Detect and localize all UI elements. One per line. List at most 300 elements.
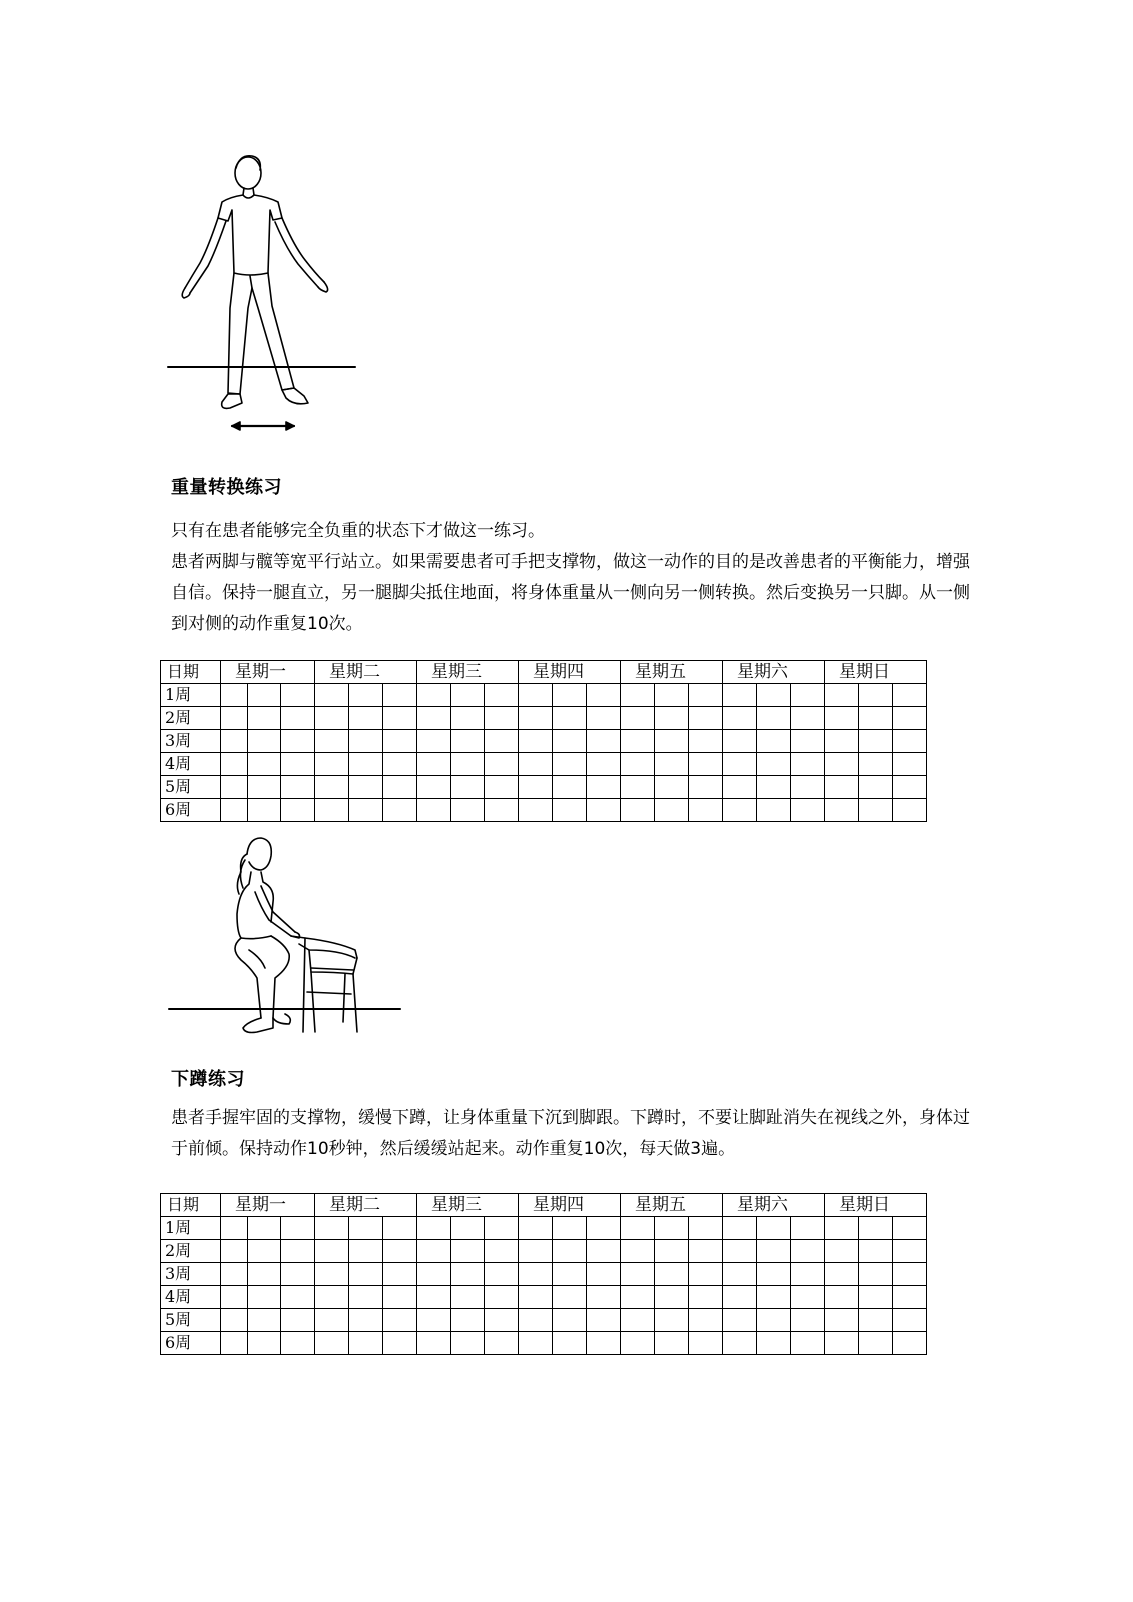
log-cell[interactable] [553, 776, 587, 799]
log-cell[interactable] [315, 799, 349, 822]
log-cell[interactable] [383, 1263, 417, 1286]
log-cell[interactable] [221, 730, 248, 753]
log-cell[interactable] [791, 1263, 825, 1286]
log-cell[interactable] [383, 753, 417, 776]
log-cell[interactable] [587, 1286, 621, 1309]
log-cell[interactable] [485, 684, 519, 707]
log-cell[interactable] [723, 753, 757, 776]
log-cell[interactable] [281, 1286, 315, 1309]
log-cell[interactable] [281, 1309, 315, 1332]
log-cell[interactable] [791, 730, 825, 753]
log-cell[interactable] [791, 776, 825, 799]
log-cell[interactable] [893, 730, 927, 753]
log-cell[interactable] [315, 1309, 349, 1332]
log-cell[interactable] [221, 1309, 248, 1332]
log-cell[interactable] [519, 1217, 553, 1240]
log-cell[interactable] [621, 1240, 655, 1263]
standing-weight-shift-figure-icon [160, 148, 370, 438]
log-cell[interactable] [281, 776, 315, 799]
log-cell[interactable] [893, 1332, 927, 1355]
log-cell[interactable] [221, 753, 248, 776]
log-cell[interactable] [859, 776, 893, 799]
log-cell[interactable] [221, 1332, 248, 1355]
log-cell[interactable] [587, 799, 621, 822]
log-cell[interactable] [655, 1332, 689, 1355]
log-cell[interactable] [893, 707, 927, 730]
log-cell[interactable] [825, 1309, 859, 1332]
log-cell[interactable] [417, 730, 451, 753]
log-cell[interactable] [485, 753, 519, 776]
log-cell[interactable] [757, 1332, 791, 1355]
log-cell[interactable] [587, 753, 621, 776]
log-cell[interactable] [689, 799, 723, 822]
log-cell[interactable] [723, 776, 757, 799]
log-cell[interactable] [221, 684, 248, 707]
week-label: 4周 [161, 1286, 221, 1309]
log-cell[interactable] [621, 730, 655, 753]
week-label: 2周 [161, 707, 221, 730]
day-header-friday: 星期五 [621, 1194, 723, 1217]
log-cell[interactable] [248, 1240, 281, 1263]
log-cell[interactable] [315, 1217, 349, 1240]
log-cell[interactable] [723, 684, 757, 707]
log-cell[interactable] [383, 1332, 417, 1355]
log-cell[interactable] [825, 1332, 859, 1355]
log-cell[interactable] [757, 1309, 791, 1332]
log-cell[interactable] [791, 1240, 825, 1263]
log-cell[interactable] [451, 1217, 485, 1240]
log-cell[interactable] [315, 730, 349, 753]
log-cell[interactable] [893, 1240, 927, 1263]
log-cell[interactable] [791, 1309, 825, 1332]
log-cell[interactable] [723, 707, 757, 730]
log-cell[interactable] [757, 799, 791, 822]
log-cell[interactable] [417, 753, 451, 776]
week-label: 1周 [161, 1217, 221, 1240]
log-cell[interactable] [248, 684, 281, 707]
log-cell[interactable] [485, 1332, 519, 1355]
week-label: 6周 [161, 1332, 221, 1355]
log-cell[interactable] [859, 1332, 893, 1355]
log-cell[interactable] [383, 684, 417, 707]
log-cell[interactable] [587, 684, 621, 707]
log-cell[interactable] [248, 753, 281, 776]
log-cell[interactable] [893, 1309, 927, 1332]
log-cell[interactable] [221, 776, 248, 799]
log-cell[interactable] [893, 776, 927, 799]
log-cell[interactable] [485, 730, 519, 753]
table-row [161, 1217, 927, 1240]
exercise-2-description [171, 1103, 971, 1165]
log-cell[interactable] [859, 753, 893, 776]
log-cell[interactable] [451, 1332, 485, 1355]
log-cell[interactable] [553, 1332, 587, 1355]
exercise-1-paragraph-2: 患者两脚与髋等宽平行站立。如果需要患者可手把支撑物，做这一动作的目的是改善患者的平衡能力，增强自信。保持一腿直立，另一腿脚尖抵住地面，将身体重量从一侧向另一侧转换。然后变换另一只脚。从一侧到对侧的动作重复10次。 [171, 552, 970, 634]
table-row [161, 1286, 927, 1309]
log-cell[interactable] [349, 1332, 383, 1355]
log-cell[interactable] [383, 730, 417, 753]
log-cell[interactable] [281, 1240, 315, 1263]
log-cell[interactable] [519, 1332, 553, 1355]
log-cell[interactable] [519, 707, 553, 730]
log-cell[interactable] [689, 684, 723, 707]
log-cell[interactable] [451, 753, 485, 776]
log-cell[interactable] [281, 730, 315, 753]
log-cell[interactable] [825, 684, 859, 707]
squat-with-chair-figure [165, 832, 405, 1047]
day-header-sunday: 星期日 [825, 661, 927, 684]
log-cell[interactable] [655, 1286, 689, 1309]
log-cell[interactable] [621, 707, 655, 730]
log-cell[interactable] [689, 1263, 723, 1286]
log-cell[interactable] [248, 707, 281, 730]
log-cell[interactable] [451, 1263, 485, 1286]
log-cell[interactable] [893, 1217, 927, 1240]
log-cell[interactable] [621, 684, 655, 707]
log-cell[interactable] [553, 799, 587, 822]
log-cell[interactable] [655, 753, 689, 776]
log-cell[interactable] [587, 1332, 621, 1355]
log-cell[interactable] [723, 1332, 757, 1355]
log-cell[interactable] [757, 1286, 791, 1309]
log-cell[interactable] [221, 1240, 248, 1263]
log-cell[interactable] [587, 1263, 621, 1286]
log-cell[interactable] [349, 1286, 383, 1309]
log-cell[interactable] [757, 776, 791, 799]
standing-weight-shift-figure [160, 148, 370, 438]
log-cell[interactable] [519, 799, 553, 822]
log-cell[interactable] [859, 730, 893, 753]
log-cell[interactable] [281, 684, 315, 707]
day-header-monday: 星期一 [221, 661, 315, 684]
log-cell[interactable] [757, 707, 791, 730]
log-cell[interactable] [451, 1240, 485, 1263]
log-cell[interactable] [825, 776, 859, 799]
log-cell[interactable] [315, 776, 349, 799]
log-cell[interactable] [349, 707, 383, 730]
log-cell[interactable] [621, 1286, 655, 1309]
log-cell[interactable] [689, 730, 723, 753]
log-cell[interactable] [221, 799, 248, 822]
log-cell[interactable] [655, 1240, 689, 1263]
table-header-row [161, 661, 927, 684]
log-cell[interactable] [825, 753, 859, 776]
log-cell[interactable] [451, 1309, 485, 1332]
log-cell[interactable] [587, 776, 621, 799]
log-cell[interactable] [655, 684, 689, 707]
log-cell[interactable] [655, 1263, 689, 1286]
log-cell[interactable] [417, 799, 451, 822]
log-cell[interactable] [689, 776, 723, 799]
log-cell[interactable] [553, 1240, 587, 1263]
day-header-monday: 星期一 [221, 1194, 315, 1217]
log-cell[interactable] [791, 1217, 825, 1240]
week-label: 5周 [161, 776, 221, 799]
log-cell[interactable] [621, 1263, 655, 1286]
log-cell[interactable] [248, 1332, 281, 1355]
log-cell[interactable] [485, 1309, 519, 1332]
log-cell[interactable] [655, 707, 689, 730]
log-cell[interactable] [315, 1286, 349, 1309]
day-header-sunday: 星期日 [825, 1194, 927, 1217]
day-header-tuesday: 星期二 [315, 661, 417, 684]
log-cell[interactable] [553, 1263, 587, 1286]
log-cell[interactable] [791, 1286, 825, 1309]
log-cell[interactable] [519, 776, 553, 799]
log-cell[interactable] [859, 1240, 893, 1263]
log-cell[interactable] [689, 1332, 723, 1355]
log-cell[interactable] [281, 753, 315, 776]
week-label: 1周 [161, 684, 221, 707]
exercise-1-description [171, 516, 971, 640]
log-cell[interactable] [825, 1217, 859, 1240]
squat-with-chair-figure-icon [165, 832, 405, 1047]
table-row [161, 1263, 927, 1286]
log-cell[interactable] [723, 1263, 757, 1286]
week-label: 2周 [161, 1240, 221, 1263]
log-cell[interactable] [689, 1240, 723, 1263]
log-cell[interactable] [689, 1217, 723, 1240]
log-cell[interactable] [519, 1240, 553, 1263]
week-label: 3周 [161, 730, 221, 753]
log-cell[interactable] [723, 799, 757, 822]
log-cell[interactable] [553, 1286, 587, 1309]
log-cell[interactable] [417, 1263, 451, 1286]
log-cell[interactable] [248, 1217, 281, 1240]
log-cell[interactable] [349, 799, 383, 822]
log-cell[interactable] [757, 1240, 791, 1263]
log-cell[interactable] [757, 753, 791, 776]
log-cell[interactable] [519, 1309, 553, 1332]
log-cell[interactable] [248, 799, 281, 822]
log-cell[interactable] [621, 1309, 655, 1332]
log-cell[interactable] [587, 1240, 621, 1263]
log-cell[interactable] [451, 730, 485, 753]
log-cell[interactable] [383, 799, 417, 822]
log-cell[interactable] [859, 1217, 893, 1240]
log-cell[interactable] [451, 799, 485, 822]
log-cell[interactable] [621, 776, 655, 799]
log-cell[interactable] [621, 1332, 655, 1355]
log-cell[interactable] [485, 1286, 519, 1309]
log-cell[interactable] [655, 1309, 689, 1332]
log-cell[interactable] [723, 730, 757, 753]
log-cell[interactable] [859, 684, 893, 707]
log-cell[interactable] [791, 753, 825, 776]
log-cell[interactable] [621, 753, 655, 776]
log-cell[interactable] [621, 799, 655, 822]
table-row [161, 1332, 927, 1355]
log-cell[interactable] [248, 1309, 281, 1332]
log-cell[interactable] [349, 776, 383, 799]
log-cell[interactable] [621, 1217, 655, 1240]
log-cell[interactable] [417, 1332, 451, 1355]
log-cell[interactable] [553, 730, 587, 753]
log-cell[interactable] [451, 1286, 485, 1309]
log-cell[interactable] [451, 776, 485, 799]
log-cell[interactable] [248, 1286, 281, 1309]
log-cell[interactable] [451, 684, 485, 707]
log-cell[interactable] [859, 1263, 893, 1286]
day-header-wednesday: 星期三 [417, 1194, 519, 1217]
log-cell[interactable] [417, 1240, 451, 1263]
exercise-2-log-table [160, 1193, 927, 1355]
log-cell[interactable] [315, 753, 349, 776]
log-cell[interactable] [248, 1263, 281, 1286]
log-cell[interactable] [519, 730, 553, 753]
log-cell[interactable] [221, 707, 248, 730]
log-cell[interactable] [723, 1217, 757, 1240]
log-cell[interactable] [221, 1217, 248, 1240]
log-cell[interactable] [315, 1332, 349, 1355]
log-cell[interactable] [383, 707, 417, 730]
week-label: 3周 [161, 1263, 221, 1286]
log-cell[interactable] [825, 799, 859, 822]
log-cell[interactable] [825, 1240, 859, 1263]
log-cell[interactable] [587, 730, 621, 753]
day-header-wednesday: 星期三 [417, 661, 519, 684]
table-header-row [161, 1194, 927, 1217]
log-cell[interactable] [221, 1286, 248, 1309]
log-cell[interactable] [791, 707, 825, 730]
log-cell[interactable] [723, 1309, 757, 1332]
log-cell[interactable] [757, 684, 791, 707]
log-cell[interactable] [893, 684, 927, 707]
log-cell[interactable] [485, 1240, 519, 1263]
log-cell[interactable] [349, 753, 383, 776]
log-cell[interactable] [383, 776, 417, 799]
log-cell[interactable] [485, 1217, 519, 1240]
table-row [161, 1309, 927, 1332]
table-row [161, 1240, 927, 1263]
log-cell[interactable] [349, 1240, 383, 1263]
day-header-saturday: 星期六 [723, 1194, 825, 1217]
log-cell[interactable] [587, 707, 621, 730]
exercise-2-title: 下蹲练习 [171, 1069, 245, 1090]
log-cell[interactable] [553, 753, 587, 776]
log-cell[interactable] [485, 799, 519, 822]
log-cell[interactable] [655, 730, 689, 753]
table-row [161, 707, 927, 730]
log-cell[interactable] [893, 1286, 927, 1309]
log-cell[interactable] [417, 707, 451, 730]
date-header: 日期 [161, 1194, 221, 1217]
log-cell[interactable] [723, 1286, 757, 1309]
log-cell[interactable] [791, 1332, 825, 1355]
log-cell[interactable] [893, 799, 927, 822]
log-cell[interactable] [349, 730, 383, 753]
week-label: 4周 [161, 753, 221, 776]
log-cell[interactable] [655, 799, 689, 822]
log-cell[interactable] [757, 1263, 791, 1286]
log-cell[interactable] [689, 1286, 723, 1309]
log-cell[interactable] [349, 684, 383, 707]
log-cell[interactable] [519, 1286, 553, 1309]
log-cell[interactable] [281, 799, 315, 822]
exercise-1-paragraph-1: 只有在患者能够完全负重的状态下才做这一练习。 [171, 521, 545, 541]
day-header-thursday: 星期四 [519, 661, 621, 684]
table-row [161, 799, 927, 822]
day-header-saturday: 星期六 [723, 661, 825, 684]
log-cell[interactable] [485, 776, 519, 799]
log-cell[interactable] [553, 707, 587, 730]
exercise-2-paragraph-1: 患者手握牢固的支撑物，缓慢下蹲，让身体重量下沉到脚跟。下蹲时，不要让脚趾消失在视线之外，身体过于前倾。保持动作10秒钟，然后缓缓站起来。动作重复10次，每天做3遍。 [171, 1108, 970, 1159]
log-cell[interactable] [757, 1217, 791, 1240]
log-cell[interactable] [281, 1263, 315, 1286]
log-cell[interactable] [349, 1309, 383, 1332]
table-row [161, 776, 927, 799]
exercise-1-log-table [160, 660, 927, 822]
log-cell[interactable] [281, 1217, 315, 1240]
table-row [161, 730, 927, 753]
log-cell[interactable] [417, 684, 451, 707]
log-cell[interactable] [417, 1286, 451, 1309]
log-cell[interactable] [859, 707, 893, 730]
log-cell[interactable] [553, 684, 587, 707]
log-cell[interactable] [315, 707, 349, 730]
log-cell[interactable] [383, 1240, 417, 1263]
log-cell[interactable] [825, 730, 859, 753]
log-cell[interactable] [825, 707, 859, 730]
log-cell[interactable] [655, 1217, 689, 1240]
log-cell[interactable] [519, 684, 553, 707]
log-cell[interactable] [587, 1217, 621, 1240]
log-cell[interactable] [315, 1263, 349, 1286]
log-cell[interactable] [859, 799, 893, 822]
log-cell[interactable] [689, 1309, 723, 1332]
log-cell[interactable] [383, 1309, 417, 1332]
log-cell[interactable] [519, 1263, 553, 1286]
log-cell[interactable] [417, 1217, 451, 1240]
log-cell[interactable] [315, 684, 349, 707]
log-cell[interactable] [655, 776, 689, 799]
log-cell[interactable] [791, 799, 825, 822]
log-cell[interactable] [349, 1263, 383, 1286]
log-cell[interactable] [451, 707, 485, 730]
log-cell[interactable] [689, 753, 723, 776]
log-cell[interactable] [349, 1217, 383, 1240]
log-cell[interactable] [893, 1263, 927, 1286]
log-cell[interactable] [689, 707, 723, 730]
log-cell[interactable] [825, 1263, 859, 1286]
log-cell[interactable] [221, 1263, 248, 1286]
log-cell[interactable] [417, 1309, 451, 1332]
log-cell[interactable] [757, 730, 791, 753]
log-cell[interactable] [383, 1217, 417, 1240]
log-cell[interactable] [553, 1309, 587, 1332]
log-cell[interactable] [791, 684, 825, 707]
log-cell[interactable] [281, 707, 315, 730]
log-cell[interactable] [248, 730, 281, 753]
log-cell[interactable] [519, 753, 553, 776]
log-cell[interactable] [485, 707, 519, 730]
log-cell[interactable] [315, 1240, 349, 1263]
log-cell[interactable] [553, 1217, 587, 1240]
log-cell[interactable] [383, 1286, 417, 1309]
log-cell[interactable] [859, 1309, 893, 1332]
log-cell[interactable] [825, 1286, 859, 1309]
week-label: 6周 [161, 799, 221, 822]
log-cell[interactable] [485, 1263, 519, 1286]
log-cell[interactable] [859, 1286, 893, 1309]
log-cell[interactable] [723, 1240, 757, 1263]
log-cell[interactable] [587, 1309, 621, 1332]
log-cell[interactable] [281, 1332, 315, 1355]
log-cell[interactable] [417, 776, 451, 799]
log-cell[interactable] [248, 776, 281, 799]
log-cell[interactable] [893, 753, 927, 776]
day-header-friday: 星期五 [621, 661, 723, 684]
